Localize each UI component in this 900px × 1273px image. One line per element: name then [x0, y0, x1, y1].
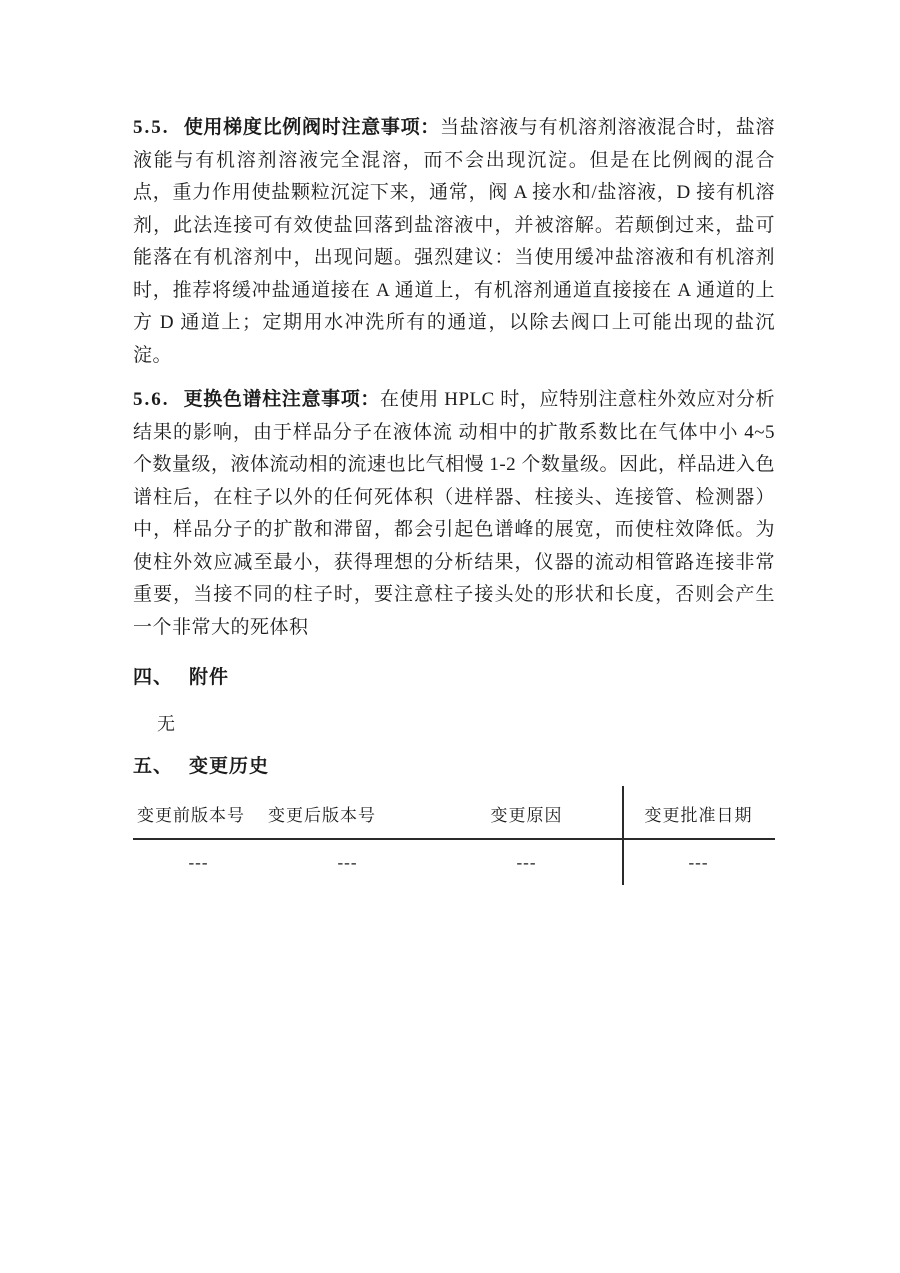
change-history-heading-title: 变更历史 — [189, 756, 270, 777]
column-header-version-after: 变更后版本号 — [268, 805, 376, 825]
change-history-heading-number: 五、 — [133, 756, 174, 777]
column-header-change-reason: 变更原因 — [490, 805, 563, 825]
section-5-5-number: 5.5. — [133, 117, 170, 138]
table-vertical-rule — [622, 786, 624, 885]
table-cell-approval-date: --- — [688, 852, 709, 872]
table-cell-version-after: --- — [337, 852, 358, 872]
section-5-6-heading: 更换色谱柱注意事项： — [183, 389, 380, 410]
column-header-version-before: 变更前版本号 — [137, 805, 245, 825]
attachments-heading — [133, 662, 775, 694]
attachments-heading-number: 四、 — [133, 667, 174, 688]
change-history-heading — [133, 751, 775, 783]
section-5-6-paragraph — [133, 384, 775, 644]
section-5-5-paragraph — [133, 112, 775, 372]
attachments-heading-title: 附件 — [189, 667, 230, 688]
attachments-content: 无 — [157, 714, 175, 734]
section-5-5-body: 当盐溶液与有机溶剂溶液混合时，盐溶液能与有机溶剂溶液完全混溶，而不会出现沉淀。但是在比例阀的混合点，重力作用使盐颗粒沉淀下来，通常，阀 A 接水和/盐溶液，D 接有机溶剂，此法连接可有效使盐回落到盐溶液中，并被溶解。若颠倒过来，盐可能落在有机溶剂中，出现问题。强烈建议：当使用缓冲盐溶液和有机溶剂时，推荐将缓冲盐通道接在 A 通道上，有机溶剂通道直接接在 A 通道的上方 D 通道上；定期用水冲洗所有的通道，以除去阀口上可能出现的盐沉淀。 — [133, 117, 775, 366]
table-cell-version-before: --- — [188, 852, 209, 872]
table-header-row — [133, 788, 775, 840]
change-history-table — [133, 788, 775, 885]
section-5-5-heading: 使用梯度比例阀时注意事项： — [183, 117, 441, 138]
table-cell-change-reason: --- — [516, 852, 537, 872]
section-5-6-body: 在使用 HPLC 时，应特别注意柱外效应对分析结果的影响，由于样品分子在液体流 动相中的扩散系数比在气体中小 4~5 个数量级，液体流动相的流速也比气相慢 1-2 个数量级。因此，样品进入色谱柱后，在柱子以外的任何死体积（进样器、柱接头、连接管、检测器）中，样品分子的扩散和滞留，都会引起色谱峰的展宽，而使柱效降低。为使柱外效应减至最小，获得理想的分析结果，仪器的流动相管路连接非常重要，当接不同的柱子时，要注意柱子接头处的形状和长度，否则会产生 一个非常大的死体积 — [133, 389, 775, 638]
table-row — [133, 840, 775, 885]
column-header-approval-date: 变更批准日期 — [644, 805, 753, 825]
section-5-6-number: 5.6. — [133, 389, 170, 410]
